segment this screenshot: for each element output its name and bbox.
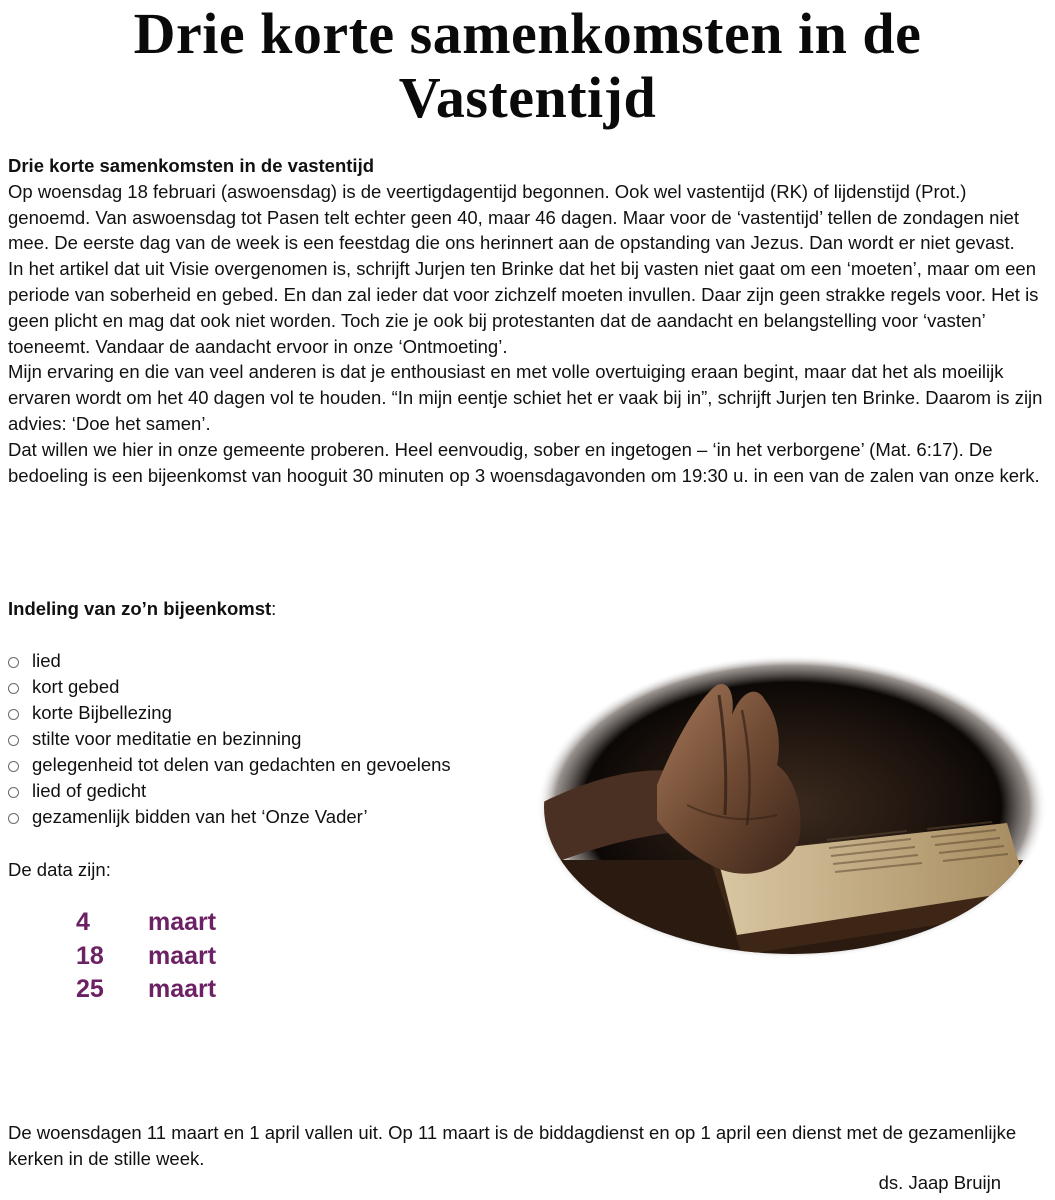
signature: ds. Jaap Bruijn	[878, 1172, 1001, 1193]
date-month: maart	[148, 908, 217, 936]
article-body	[8, 153, 1048, 488]
list-item	[8, 700, 451, 726]
list-item	[8, 778, 451, 804]
paragraph-intro: Op woensdag 18 februari (aswoensdag) is de veertigdagentijd begonnen. Ook wel vastentijd (RK) of lijdenstijd (Prot.) genoemd. Van aswoensdag tot Pasen telt echter geen 40, maar 46 dagen. Maar voor de ‘vastentijd’ tellen de zondagen niet mee. De eerste dag van de week is een feestdag die ons herinnert aan de opstanding van Jezus. Dan wordt er niet gevast.	[8, 180, 1019, 254]
list-item-label: gelegenheid tot delen van gedachten en gevoelens	[32, 754, 451, 775]
circle-bullet-icon	[8, 787, 19, 798]
list-item-label: kort gebed	[32, 676, 120, 697]
program-heading-colon: :	[271, 598, 277, 619]
circle-bullet-icon	[8, 813, 19, 824]
date-month: maart	[148, 975, 217, 1003]
program-heading-text: Indeling van zo’n bijeenkomst	[8, 598, 272, 619]
paragraph-visie-article: In het artikel dat uit Visie overgenomen is, schrijft Jurjen ten Brinke dat het bij vasten niet gaat om een ‘moeten’, maar om een periode van soberheid en gebed. En dan zal ieder dat voor zichzelf moeten invullen. Daar zijn geen strakke regels voor. Het is geen plicht en mag dat ook niet worden. Toch zie je ook bij protestanten dat de aandacht en belangstelling voor ‘vasten’ toeneemt. Vandaar de aandacht ervoor in onze ‘Ontmoeting’.	[8, 258, 1039, 357]
date-row	[76, 973, 216, 1007]
date-row	[76, 940, 216, 974]
program-list	[8, 648, 451, 830]
list-item-label: gezamenlijk bidden van het ‘Onze Vader’	[32, 806, 368, 827]
date-month: maart	[148, 941, 217, 970]
article-subheading: Drie korte samenkomsten in de vastentijd	[8, 155, 375, 176]
date-day: 18	[76, 941, 104, 970]
dates-intro: De data zijn:	[8, 859, 111, 880]
circle-bullet-icon	[8, 761, 19, 772]
list-item-label: lied of gedicht	[32, 780, 147, 801]
date-day: 4	[76, 908, 90, 936]
circle-bullet-icon	[8, 683, 19, 694]
date-row	[76, 906, 216, 940]
list-item-label: lied	[32, 650, 61, 671]
page-title: Drie korte samenkomsten in de Vastentijd	[133, 1, 922, 130]
paragraph-plan: Dat willen we hier in onze gemeente proberen. Heel eenvoudig, sober en ingetogen – ‘in het verborgene’ (Mat. 6:17). De bedoeling is een bijeenkomst van hooguit 30 minuten op 3 woensdagavonden om 19:30 u. in een van de zalen van onze kerk.	[8, 438, 1040, 486]
list-item	[8, 726, 451, 752]
list-item-label: korte Bijbellezing	[32, 702, 172, 723]
circle-bullet-icon	[8, 657, 19, 668]
dates-list	[76, 906, 216, 1007]
list-item-label: stilte voor meditatie en bezinning	[32, 728, 302, 749]
list-item	[8, 804, 451, 830]
circle-bullet-icon	[8, 735, 19, 746]
program-heading	[8, 596, 276, 621]
footer-note: De woensdagen 11 maart en 1 april vallen uit. Op 11 maart is de biddagdienst en op 1 april een dienst met de gezamenlijke kerken in de stille week.	[8, 1122, 1017, 1169]
paragraph-experience: Mijn ervaring en die van veel anderen is dat je enthousiast en met volle overtuiging eraan begint, maar dat het als moeilijk ervaren wordt om het 40 dagen vol te houden. “In mijn eentje schiet het er vaak bij in”, schrijft Jurjen ten Brinke. Daarom is zijn advies: ‘Doe het samen’.	[8, 361, 1043, 434]
list-item	[8, 752, 451, 778]
circle-bullet-icon	[8, 709, 19, 720]
list-item	[8, 648, 451, 674]
praying-hands-bible-photo	[537, 655, 1047, 960]
date-day: 25	[76, 975, 104, 1003]
list-item	[8, 674, 451, 700]
